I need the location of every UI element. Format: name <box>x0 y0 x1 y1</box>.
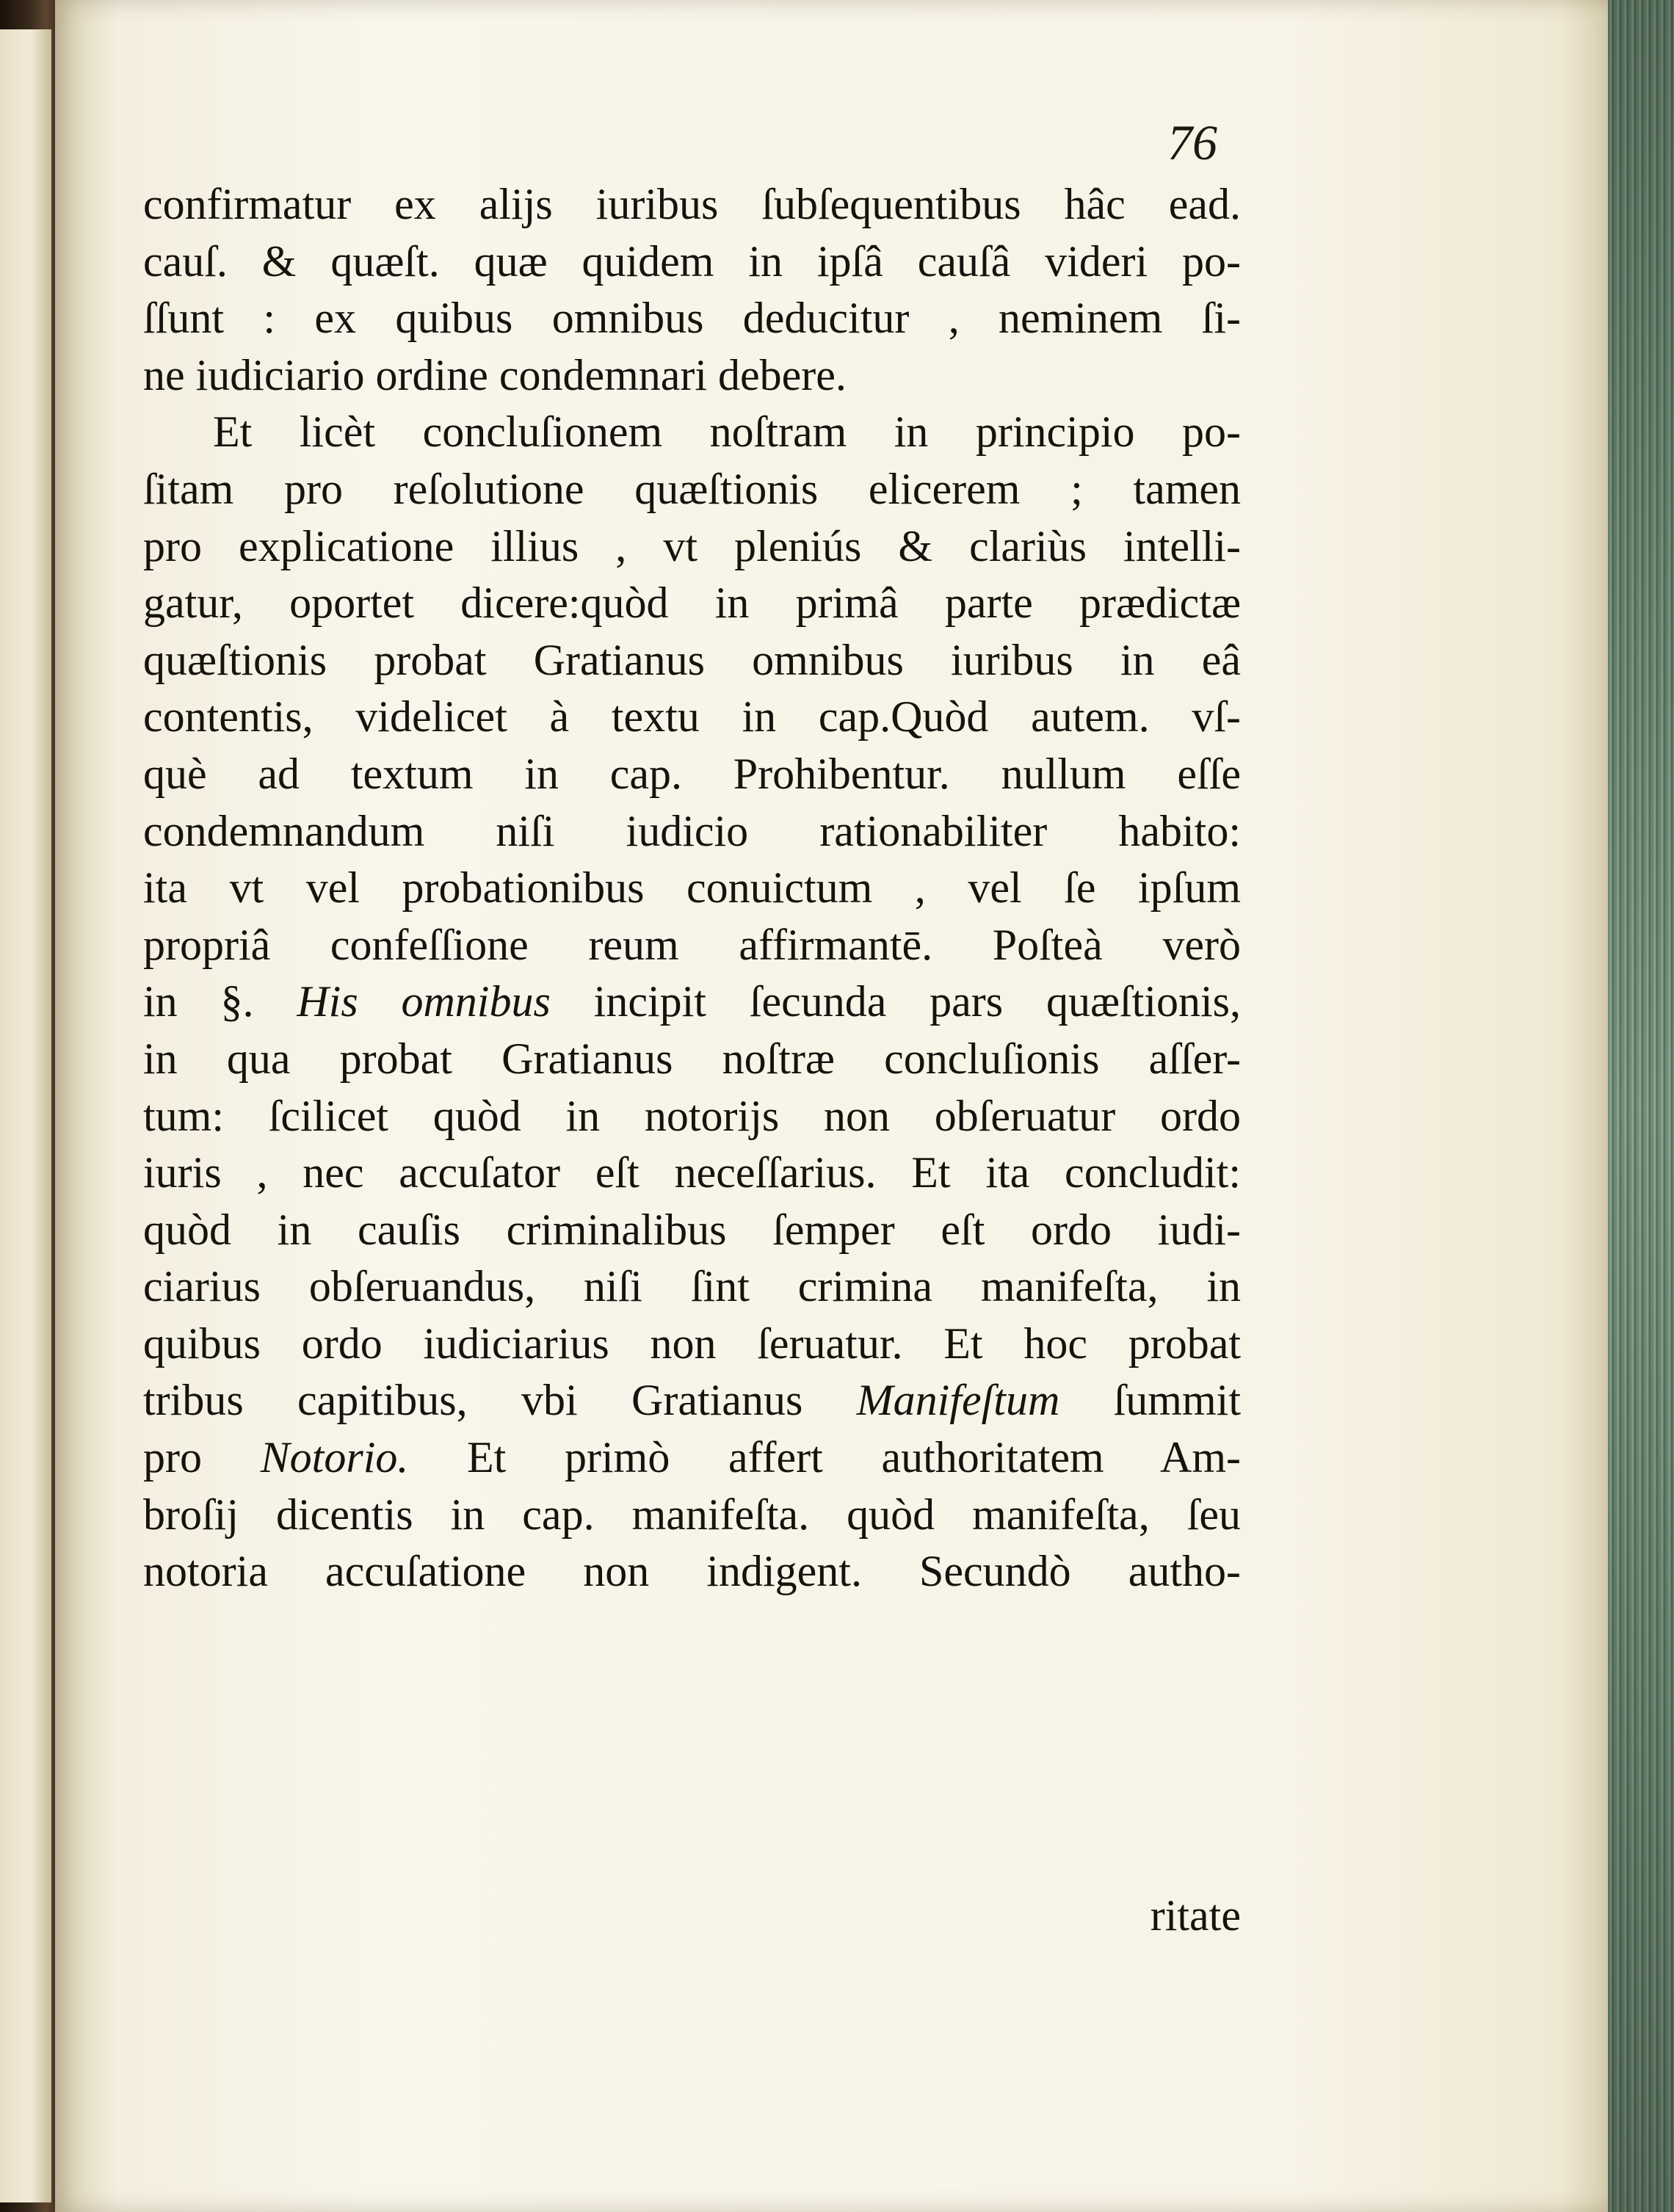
text-line-mixed <box>143 973 1241 1031</box>
text-line: condemnandum niſi iudicio rationabiliter habito: <box>143 806 1241 855</box>
catchword: ritate <box>1150 1891 1241 1940</box>
italic-phrase: His omnibus <box>297 977 551 1026</box>
text-segment: ſummit <box>1059 1376 1241 1425</box>
text-line-mixed <box>143 1429 1241 1487</box>
text-line: iuris , nec accuſator eſt neceſſarius. Et ita concludit: <box>143 1148 1241 1197</box>
text-line: ſſunt : ex quibus omnibus deducitur , neminem ſi- <box>143 294 1241 343</box>
text-line: tum: ſcilicet quòd in notorijs non obſeruatur ordo <box>143 1091 1241 1140</box>
italic-phrase: Notorio. <box>260 1433 409 1482</box>
page-number: 76 <box>1167 115 1217 170</box>
text-line: broſij dicentis in cap. manifeſta. quòd manifeſta, ſeu <box>143 1490 1241 1539</box>
text-line: ne iudiciario ordine condemnari debere. <box>143 350 847 399</box>
text-line: ciarius obſeruandus, niſi ſint crimina manifeſta, in <box>143 1262 1241 1311</box>
text-line: pro explicatione illius , vt pleniús & clariùs intelli- <box>143 521 1241 570</box>
text-line: ita vt vel probationibus conuictum , vel ſe ipſum <box>143 863 1241 913</box>
paragraph-start-line: Et licèt concluſionem noſtram in principio po- <box>213 407 1241 457</box>
text-line: quæſtionis probat Gratianus omnibus iuribus in eâ <box>143 635 1241 684</box>
text-line: notoria accuſatione non indigent. Secundò autho- <box>143 1547 1241 1596</box>
text-line: cauſ. & quæſt. quæ quidem in ipſâ cauſâ videri po- <box>143 236 1241 286</box>
body-text <box>143 176 1241 1600</box>
text-line-mixed <box>143 1372 1241 1429</box>
text-line: què ad textum in cap. Prohibentur. nullum eſſe <box>143 749 1241 798</box>
text-line: gatur, oportet dicere:quòd in primâ parte prædictæ <box>143 579 1241 628</box>
text-line: propriâ confeſſione reum affirmantē. Poſteà verò <box>143 920 1241 969</box>
text-line: quòd in cauſis criminalibus ſemper eſt ordo iudi- <box>143 1205 1241 1254</box>
text-segment: pro <box>143 1433 261 1482</box>
italic-phrase: Manifeſtum <box>856 1376 1060 1425</box>
text-segment: incipit ſecunda pars quæſtionis, <box>550 977 1242 1026</box>
text-line: in qua probat Gratianus noſtræ concluſionis aſſer- <box>143 1034 1241 1083</box>
text-segment: in §. <box>143 977 297 1026</box>
facing-page-edge <box>0 29 51 2202</box>
text-line: quibus ordo iudiciarius non ſeruatur. Et hoc probat <box>143 1319 1241 1368</box>
page-block-edge <box>1608 0 1674 2212</box>
text-line: confirmatur ex alijs iuribus ſubſequentibus hâc ead. <box>143 180 1241 228</box>
text-line: contentis, videlicet à textu in cap.Quòd autem. vſ- <box>143 692 1241 741</box>
text-segment: Et primò affert authoritatem Am- <box>408 1433 1242 1482</box>
text-line: ſitam pro reſolutione quæſtionis elicerem ; tamen <box>143 464 1241 513</box>
text-segment: tribus capitibus, vbi Gratianus <box>143 1376 857 1425</box>
